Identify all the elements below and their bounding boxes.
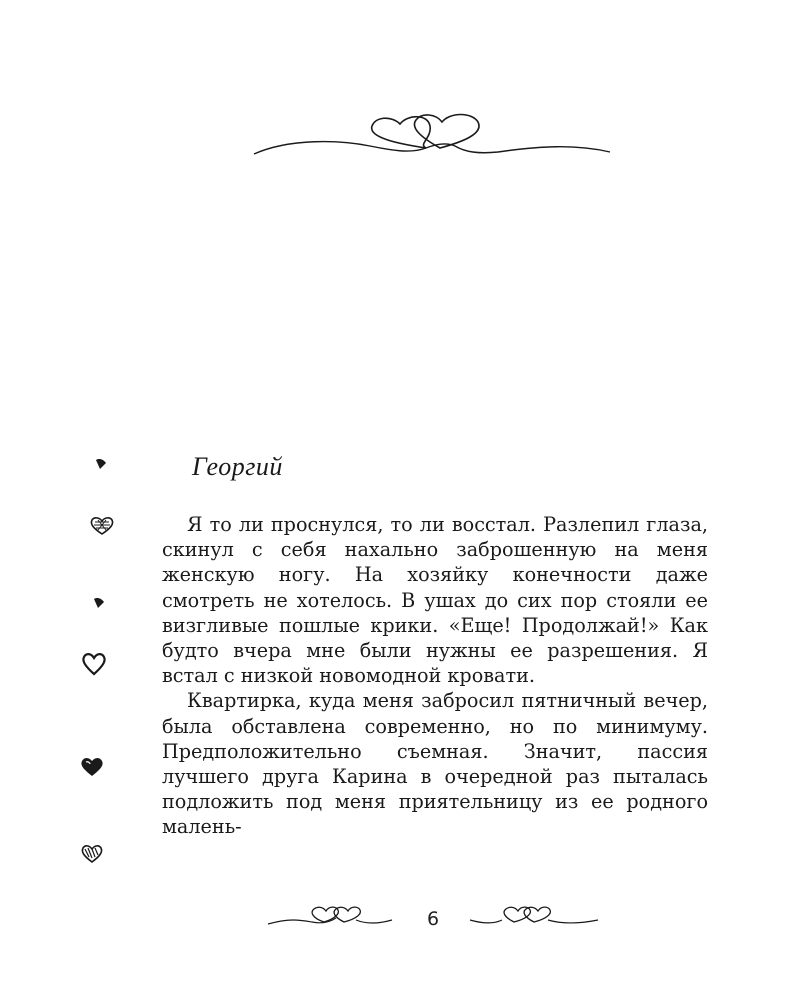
striped-heart-icon: [79, 843, 105, 865]
dark-heart-icon: [79, 756, 105, 778]
paragraph-1: Я то ли проснулся, то ли восстал. Разлепил глаза, скинул с себя нахально заброшенную на меня женскую ногу. На хозяйку конечности даже смотреть не хотелось. В ушах до сих пор стояли ее визгливые пошлые крики. «Еще! Продолжай!» Как будто вчера мне были нужны ее разрешения. Я встал с низкой новомодной кровати.: [162, 513, 708, 688]
footer-left-hearts-icon: [268, 907, 392, 924]
page-number: 6: [426, 908, 440, 930]
small-heart-icon: [94, 457, 108, 471]
outline-heart-icon: [80, 651, 108, 677]
footer-ornament: [0, 898, 800, 942]
chapter-heading: Георгий: [192, 452, 283, 481]
double-heart-flourish-icon: [250, 108, 615, 168]
footer-right-hearts-icon: [470, 907, 598, 923]
small-heart-icon: [92, 596, 106, 610]
patterned-heart-icon: [89, 516, 115, 536]
body-text: [162, 512, 708, 840]
paragraph-2: Квартирка, куда меня забросил пятничный вечер, была обставлена современно, но по минимуму. Предположительно съемная. Значит, пассия лучшего друга Карина в очередной раз пыталась подложить под меня приятельницу из ее родного малень-: [162, 689, 708, 839]
